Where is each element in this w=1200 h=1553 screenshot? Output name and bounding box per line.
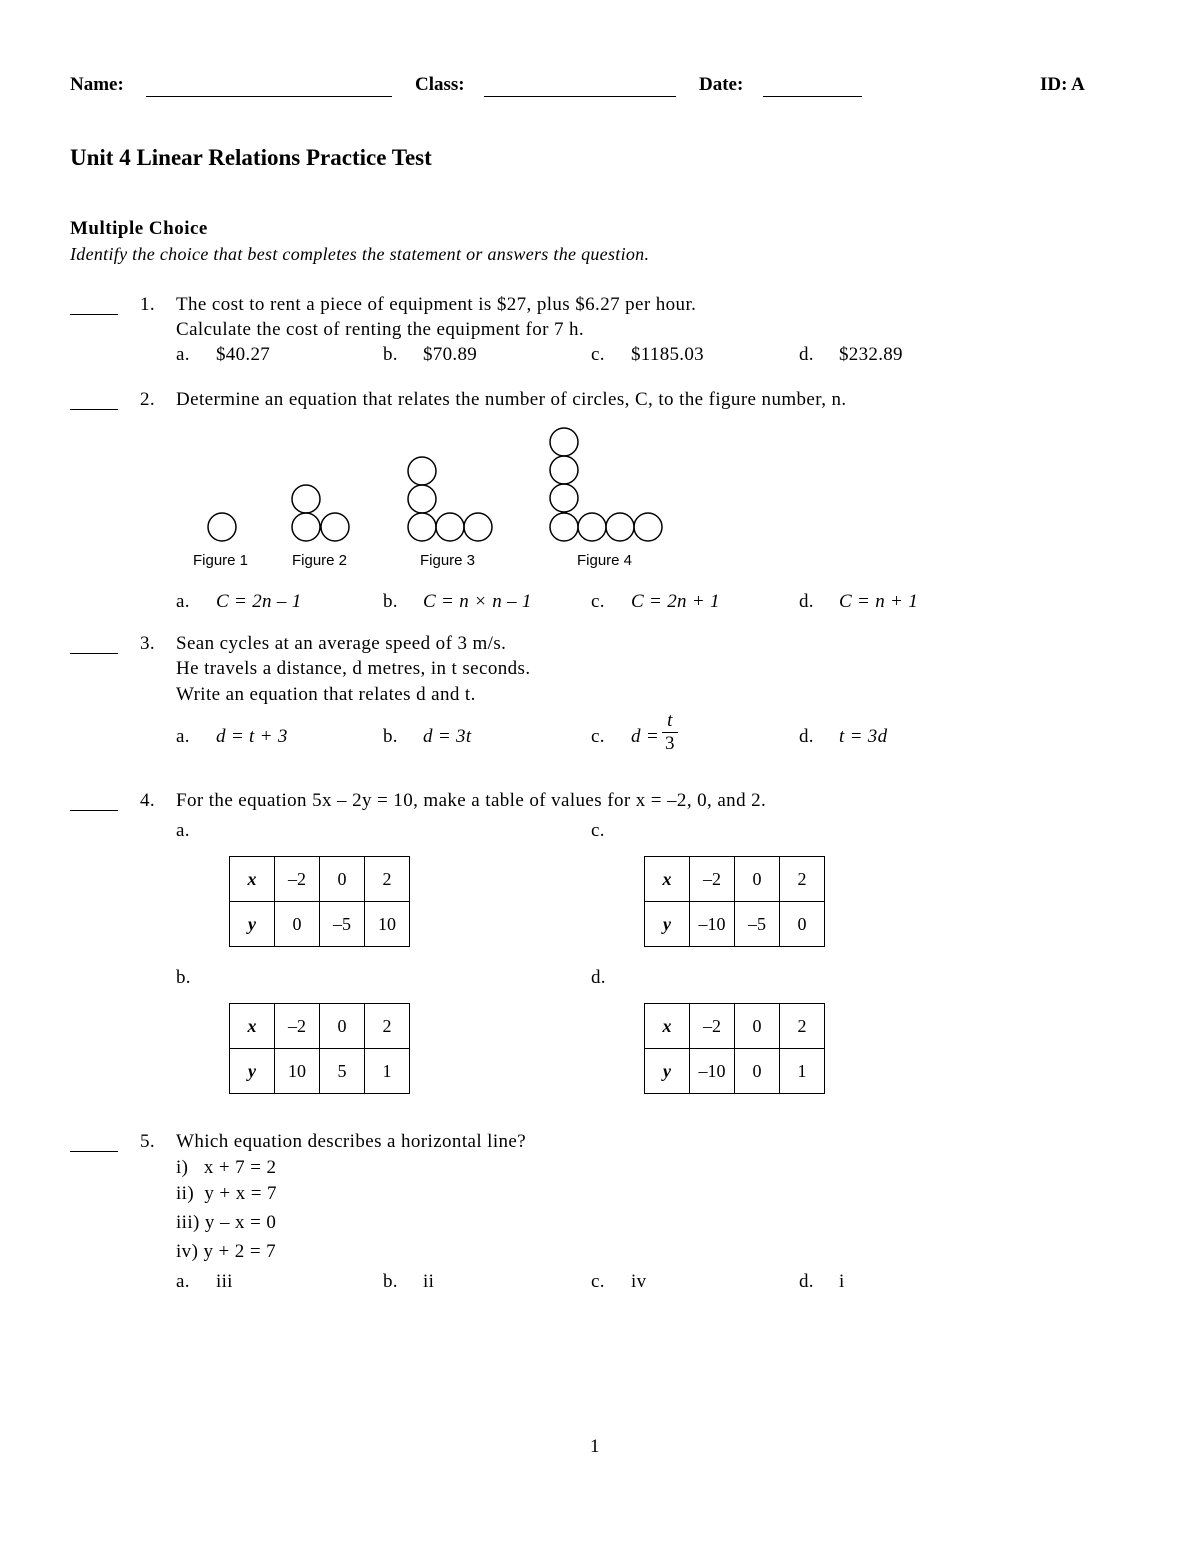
table-cell: –5 — [735, 902, 780, 947]
question-text: For the equation 5x – 2y = 10, make a table of values for x = –2, 0, and 2. — [176, 790, 767, 811]
question-text: Calculate the cost of renting the equipment for 7 h. — [176, 319, 585, 340]
option-letter: b. — [383, 344, 398, 365]
option-text: d = 3t — [423, 726, 472, 747]
circle — [436, 513, 464, 541]
option-letter: c. — [591, 726, 605, 747]
roman-item: iii) y – x = 0 — [176, 1212, 277, 1233]
option-c[interactable]: c. — [591, 820, 605, 841]
answer-blank[interactable] — [70, 1151, 118, 1152]
option-letter: c. — [591, 591, 605, 612]
option-letter: a. — [176, 726, 190, 747]
table-header: x — [230, 857, 275, 902]
option-letter: b. — [383, 726, 398, 747]
table-cell: 0 — [320, 857, 365, 902]
option-b[interactable] — [383, 591, 532, 613]
table-cell: –2 — [275, 1004, 320, 1049]
circle — [208, 513, 236, 541]
date-label: Date: — [699, 74, 744, 95]
table-header: x — [645, 857, 690, 902]
question-text: He travels a distance, d metres, in t seconds. — [176, 658, 531, 679]
option-letter: d. — [799, 726, 814, 747]
roman-item: iv) y + 2 = 7 — [176, 1241, 276, 1262]
date-field[interactable] — [763, 76, 862, 97]
table-cell: 0 — [320, 1004, 365, 1049]
table-cell: –2 — [690, 857, 735, 902]
circle — [550, 456, 578, 484]
option-text: $1185.03 — [631, 344, 704, 365]
option-b[interactable] — [383, 1271, 434, 1293]
table-cell: 2 — [365, 1004, 410, 1049]
option-d[interactable] — [799, 726, 887, 748]
id-label: ID: A — [1040, 74, 1085, 95]
option-letter: a. — [176, 1271, 190, 1292]
question-number: 1. — [140, 294, 156, 315]
table-header: y — [230, 1049, 275, 1094]
option-a[interactable] — [176, 344, 270, 366]
option-a[interactable] — [176, 1271, 233, 1293]
class-label: Class: — [415, 74, 465, 95]
circle — [550, 428, 578, 456]
option-letter: d. — [799, 1271, 814, 1292]
table-of-values-c — [644, 856, 825, 947]
option-text: $40.27 — [216, 344, 271, 365]
circle — [550, 513, 578, 541]
table-cell: 2 — [365, 857, 410, 902]
option-letter: b. — [383, 591, 398, 612]
table-cell: –10 — [690, 1049, 735, 1094]
circle — [321, 513, 349, 541]
option-a[interactable]: a. — [176, 820, 190, 841]
question-text: Determine an equation that relates the number of circles, C, to the figure number, n. — [176, 389, 847, 410]
circle — [408, 457, 436, 485]
circle — [606, 513, 634, 541]
name-field[interactable] — [146, 76, 392, 97]
option-c[interactable] — [591, 726, 659, 748]
option-a[interactable] — [176, 726, 288, 748]
table-row — [645, 1049, 825, 1094]
table-row — [645, 1004, 825, 1049]
table-cell: 5 — [320, 1049, 365, 1094]
table-cell: 0 — [735, 1004, 780, 1049]
option-b[interactable]: b. — [176, 967, 191, 988]
option-text: C = 2n + 1 — [631, 591, 720, 612]
table-cell: 0 — [275, 902, 320, 947]
question-text: Sean cycles at an average speed of 3 m/s. — [176, 633, 507, 654]
option-letter: c. — [591, 1271, 605, 1292]
section-instructions: Identify the choice that best completes the statement or answers the question. — [70, 244, 650, 264]
table-cell: 10 — [275, 1049, 320, 1094]
section-heading: Multiple Choice — [70, 218, 208, 239]
figure-label: Figure 2 — [292, 552, 348, 569]
option-text: ii — [423, 1271, 435, 1292]
question-number: 4. — [140, 790, 156, 811]
answer-blank[interactable] — [70, 810, 118, 811]
fraction — [662, 710, 678, 755]
table-cell: 0 — [735, 1049, 780, 1094]
answer-blank[interactable] — [70, 653, 118, 654]
circle — [550, 484, 578, 512]
table-cell: 2 — [780, 1004, 825, 1049]
circle — [464, 513, 492, 541]
option-text: $70.89 — [423, 344, 478, 365]
page-number: 1 — [590, 1436, 600, 1457]
table-row — [230, 1049, 410, 1094]
circle — [292, 513, 320, 541]
option-letter: d. — [799, 344, 814, 365]
table-header: y — [645, 902, 690, 947]
circle — [408, 485, 436, 513]
table-cell: 0 — [780, 902, 825, 947]
table-cell: 0 — [735, 857, 780, 902]
option-text: d = t + 3 — [216, 726, 288, 747]
table-cell: 1 — [365, 1049, 410, 1094]
table-of-values-a — [229, 856, 410, 947]
option-d[interactable] — [799, 591, 918, 613]
figure-label: Figure 1 — [193, 552, 249, 569]
option-d[interactable] — [799, 344, 903, 366]
table-row — [645, 902, 825, 947]
fraction-numerator: t — [662, 710, 678, 733]
figure-label: Figure 4 — [577, 552, 633, 569]
option-text: C = n + 1 — [839, 591, 919, 612]
option-d[interactable] — [799, 1271, 845, 1293]
page-title: Unit 4 Linear Relations Practice Test — [70, 145, 432, 170]
table-row — [230, 1004, 410, 1049]
table-header: y — [645, 1049, 690, 1094]
question-text: The cost to rent a piece of equipment is $27, plus $6.27 per hour. — [176, 294, 697, 315]
answer-blank[interactable] — [70, 314, 118, 315]
figure-label: Figure 3 — [420, 552, 476, 569]
table-of-values-d — [644, 1003, 825, 1094]
table-header: y — [230, 902, 275, 947]
table-row — [230, 857, 410, 902]
option-text: C = 2n – 1 — [216, 591, 302, 612]
option-text: $232.89 — [839, 344, 903, 365]
table-row — [230, 902, 410, 947]
name-label: Name: — [70, 74, 124, 95]
option-b[interactable] — [383, 726, 471, 748]
class-field[interactable] — [484, 76, 676, 97]
option-letter: a. — [176, 591, 190, 612]
option-letter: d. — [799, 591, 814, 612]
option-text: t = 3d — [839, 726, 888, 747]
circle — [408, 513, 436, 541]
table-cell: 10 — [365, 902, 410, 947]
roman-item: ii) y + x = 7 — [176, 1183, 277, 1204]
option-letter: b. — [383, 1271, 398, 1292]
circle — [634, 513, 662, 541]
table-header: x — [230, 1004, 275, 1049]
roman-item: i) x + 7 = 2 — [176, 1157, 277, 1178]
option-letter: a. — [176, 344, 190, 365]
fraction-denominator: 3 — [665, 733, 675, 754]
table-cell: 2 — [780, 857, 825, 902]
option-a[interactable] — [176, 591, 302, 613]
option-d[interactable]: d. — [591, 967, 606, 988]
circle — [292, 485, 320, 513]
option-c[interactable] — [591, 591, 720, 613]
option-text: iii — [216, 1271, 233, 1292]
question-number: 5. — [140, 1131, 156, 1152]
option-text: C = n × n – 1 — [423, 591, 532, 612]
option-text: i — [839, 1271, 845, 1292]
question-text: Which equation describes a horizontal line? — [176, 1131, 527, 1152]
option-c[interactable] — [591, 1271, 646, 1293]
table-cell: –2 — [690, 1004, 735, 1049]
option-b[interactable] — [383, 344, 477, 366]
question-number: 3. — [140, 633, 156, 654]
option-text: d = — [631, 726, 659, 747]
table-header: x — [645, 1004, 690, 1049]
circle — [578, 513, 606, 541]
option-letter: c. — [591, 344, 605, 365]
table-cell: –5 — [320, 902, 365, 947]
table-cell: –10 — [690, 902, 735, 947]
table-row — [645, 857, 825, 902]
table-cell: –2 — [275, 857, 320, 902]
question-text: Write an equation that relates d and t. — [176, 684, 476, 705]
table-cell: 1 — [780, 1049, 825, 1094]
option-c[interactable] — [591, 344, 704, 366]
option-text: iv — [631, 1271, 647, 1292]
question-number: 2. — [140, 389, 156, 410]
answer-blank[interactable] — [70, 409, 118, 410]
table-of-values-b — [229, 1003, 410, 1094]
